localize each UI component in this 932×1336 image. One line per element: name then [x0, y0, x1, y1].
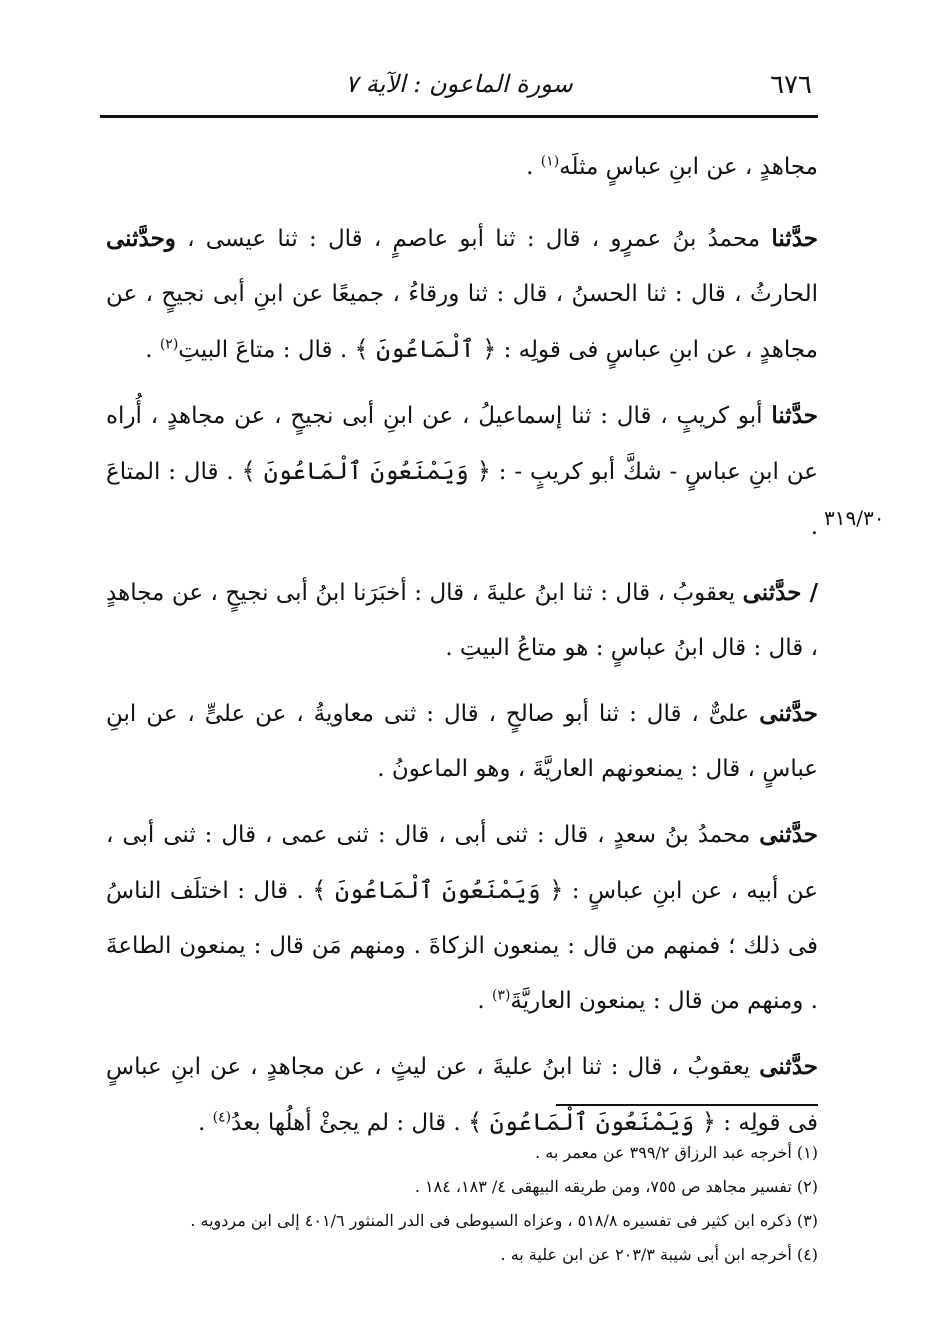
quran-quote: ﴿ وَيَمْنَعُونَ ٱلْمَاعُونَ ﴾	[468, 1108, 716, 1136]
page-header	[100, 62, 818, 118]
header-rule	[100, 115, 818, 118]
paragraph	[106, 140, 818, 195]
main-text	[106, 140, 818, 1161]
paragraph	[106, 807, 818, 1029]
footnote-marker: (٤)	[212, 1109, 232, 1126]
paragraph-text: يعقوبُ ، قال : ثنا ابنُ عليةَ ، عن ليثٍ ، عن مجاهدٍ ، عن ابنِ عباسٍ فى قولِه :	[106, 1054, 818, 1136]
footnote: (٤) أخرجه ابن أبى شيبة ٢٠٣/٣ عن ابن علية به .	[500, 1245, 818, 1264]
footnote: (٣) ذكره ابن كثير فى تفسيره ٥١٨/٨ ، وعزاه السيوطى فى الدر المنثور ٤٠١/٦ إلى ابن مردويه .	[190, 1211, 818, 1230]
margin-reference: ٣١٩/٣٠	[824, 506, 885, 530]
footnote-marker: (٢)	[159, 336, 179, 353]
paragraph-text: . قال : اختلَف الناسُ فى ذلك ؛ فمنهم من قال : يمنعون الزكاةَ . ومنهم مَن قال : يمنعون الطاعةَ . ومنهم من قال : يمنعون العاريَّةَ	[106, 878, 818, 1014]
paragraph-tail: .	[526, 154, 541, 180]
quran-quote: ﴿ ٱلْمَاعُونَ ﴾	[354, 335, 497, 363]
paragraph-text: . قال : متاعَ البيتِ	[178, 337, 355, 363]
paragraph-tail: .	[145, 337, 160, 363]
paragraph-text: الحارثُ ، قال : ثنا الحسنُ ، قال : ثنا ورقاءُ ، جميعًا عن ابنِ أبى نجيحٍ ، عن مجاهدٍ ، عن ابنِ عباسٍ فى قولِه :	[106, 281, 818, 363]
paragraph	[106, 211, 818, 378]
paragraph-text: أبو كريبٍ ، قال : ثنا إسماعيلُ ، عن ابنِ أبى نجيحٍ ، عن مجاهدٍ ، أُراه عن ابنِ عباسٍ - شكَّ أبو كريبٍ - :	[106, 403, 818, 485]
paragraph-tail: .	[477, 988, 492, 1014]
narration-lead: حدَّثنى	[759, 821, 818, 848]
narration-lead: حدَّثنا	[771, 402, 818, 429]
paragraph	[106, 1039, 818, 1151]
paragraph	[106, 686, 818, 797]
paragraph	[106, 565, 818, 676]
page-number: ٦٧٦	[770, 70, 812, 100]
quran-quote: ﴿ وَيَمْنَعُونَ ٱلْمَاعُونَ ﴾	[312, 876, 564, 904]
paragraph-text: مجاهدٍ ، عن ابنِ عباسٍ مثلَه	[559, 154, 818, 180]
paragraph-text: . قال : لم يجئْ أهلُها بعدُ	[231, 1110, 469, 1136]
paragraph-text: محمدُ بنُ سعدٍ ، قال : ثنى أبى ، قال : ثنى عمى ، قال : ثنى أبى ، عن أبيه ، عن ابنِ عباسٍ :	[106, 822, 818, 904]
quran-quote: ﴿ وَيَمْنَعُونَ ٱلْمَاعُونَ ﴾	[241, 457, 491, 485]
running-title: سورة الماعون : الآية ٧	[345, 70, 573, 98]
narration-lead: حدَّثنا	[771, 225, 818, 252]
footnote-marker: (١)	[540, 153, 560, 170]
paragraph-text: يعقوبُ ، قال : ثنا ابنُ عليةَ ، قال : أخبَرَنا ابنُ أبى نجيحٍ ، عن مجاهدٍ ، قال : قال ابنُ عباسٍ : هو متاعُ البيتِ .	[106, 580, 818, 661]
footnote: (١) أخرجه عبد الرزاق ٣٩٩/٢ عن معمر به .	[535, 1143, 818, 1162]
paragraph-text: . قال : المتاعَ .	[106, 459, 818, 540]
narration-lead: حدَّثنى	[759, 1053, 818, 1080]
paragraph-text: علىٌّ ، قال : ثنا أبو صالحٍ ، قال : ثنى معاويةُ ، عن علىٍّ ، عن ابنِ عباسٍ ، قال : يمنعونهم العاريَّةَ ، وهو الماعونُ .	[106, 701, 818, 782]
paragraph-text: محمدُ بنُ عمرٍو ، قال : ثنا أبو عاصمٍ ، قال : ثنا عيسى ،	[175, 226, 772, 252]
paragraph-tail: .	[197, 1110, 213, 1136]
paragraph	[106, 388, 818, 555]
footnotes	[106, 1136, 818, 1272]
footnote-marker: (٣)	[491, 987, 511, 1004]
footnote-rule	[556, 1104, 818, 1106]
narration-lead: حدَّثنى	[759, 700, 818, 727]
narration-lead: وحدَّثنى	[106, 225, 176, 252]
footnote: (٢) تفسير مجاهد ص ٧٥٥، ومن طريقه البيهقى ٤/ ١٨٣، ١٨٤ .	[414, 1177, 818, 1196]
narration-lead: / حدَّثنى	[742, 579, 818, 606]
